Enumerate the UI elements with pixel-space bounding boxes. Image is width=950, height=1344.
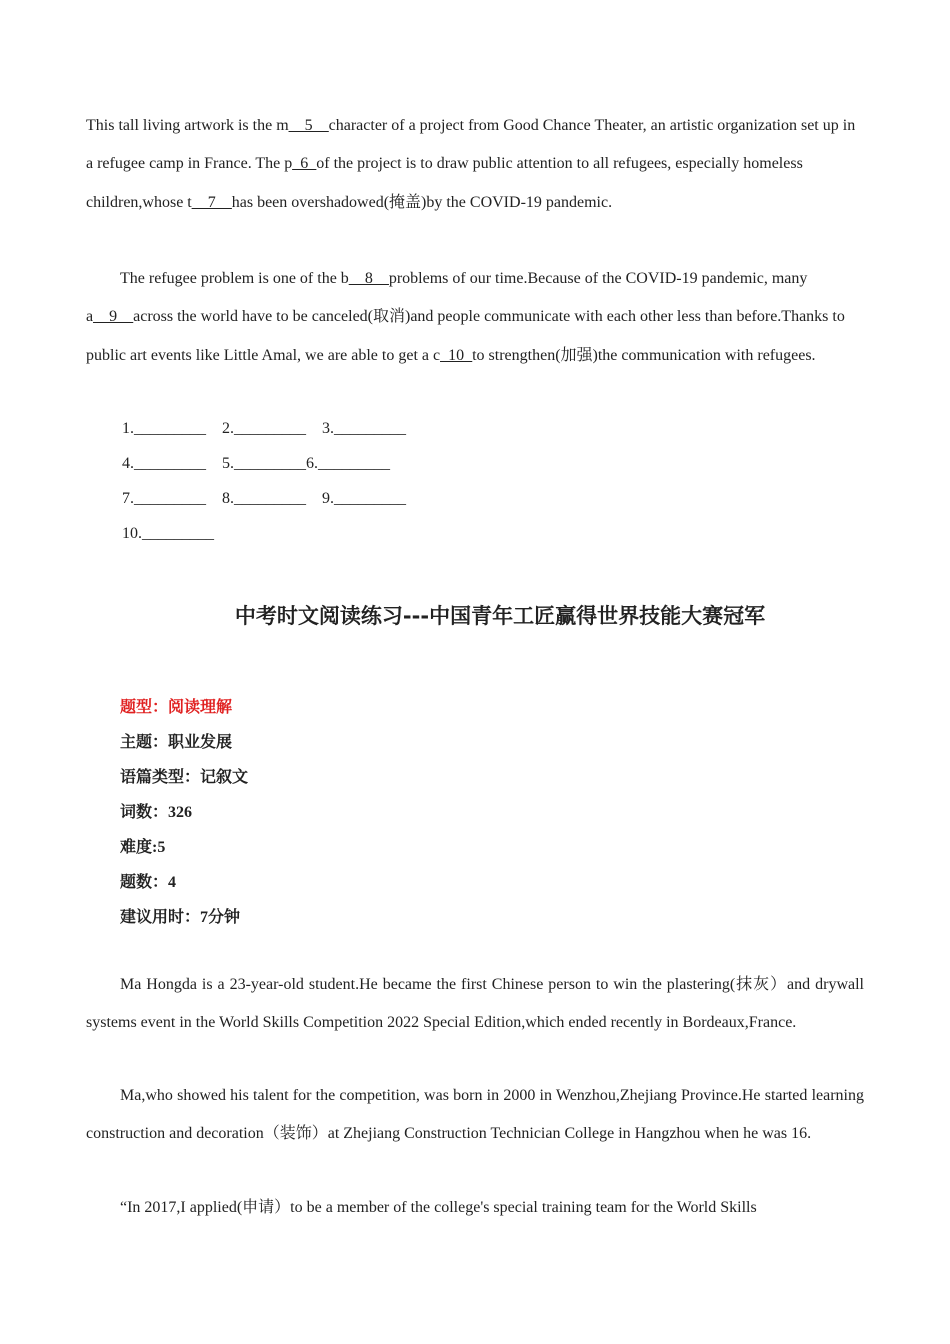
blank-5: __5__ <box>288 117 329 134</box>
cloze-text: character of a project from Good Chance Theater, an artistic organization set up in a refugee camp in France. The p <box>86 117 856 173</box>
meta-question-count: 题数：4 <box>120 874 177 891</box>
meta-type: 题型：阅读理解 <box>120 699 233 716</box>
blank-8: __8__ <box>348 270 389 287</box>
answer-blank-row-1: 1._________ 2._________ 3._________ <box>122 420 406 437</box>
section-title: 中考时文阅读练习---中国青年工匠赢得世界技能大赛冠军 <box>234 604 766 628</box>
blank-6: _6_ <box>292 155 317 173</box>
cloze-text: The refugee problem is one of the b <box>120 270 349 287</box>
blank-7: __7__ <box>191 193 232 211</box>
answer-blank-row-3: 7._________ 8._________ 9._________ <box>122 490 406 507</box>
cloze-paragraph-1 <box>86 107 864 222</box>
meta-suggested-time: 建议用时：7分钟 <box>120 909 241 926</box>
cloze-text: of the project is to draw public attention to all refugees, especially homeless children,whose t <box>86 155 803 211</box>
answer-blank-row-4: 10._________ <box>122 525 214 542</box>
meta-theme: 主题：职业发展 <box>120 734 233 751</box>
article-paragraph-1: Ma Hongda is a 23-year-old student.He became the first Chinese person to win the plastering(抹灰）and drywall systems event in the World Skills Competition 2022 Special Edition,which ended recently in Bordeaux,France. <box>86 976 864 1032</box>
cloze-paragraph-2 <box>86 260 864 375</box>
meta-genre: 语篇类型：记叙文 <box>120 769 249 786</box>
blank-10: _10_ <box>440 346 473 364</box>
article-paragraph-3: “In 2017,I applied(申请）to be a member of the college's special training team for the World Skills <box>120 1199 757 1216</box>
article-paragraph-2: Ma,who showed his talent for the competition, was born in 2000 in Wenzhou,Zhejiang Province.He started learning construction and decoration（装饰）at Zhejiang Construction Technician College in Hangzhou when he was 16. <box>86 1087 864 1143</box>
cloze-text: problems of our time.Because of the COVID-19 pandemic, many a <box>86 270 808 326</box>
cloze-text: This tall living artwork is the m <box>86 117 289 134</box>
blank-9: __9__ <box>93 308 134 326</box>
cloze-text: has been overshadowed(掩盖)by the COVID-19 pandemic. <box>231 193 613 211</box>
meta-word-count: 词数：326 <box>120 804 193 821</box>
cloze-text: to strengthen(加强)the communication with refugees. <box>472 346 816 364</box>
meta-difficulty: 难度:5 <box>120 839 166 856</box>
cloze-text: across the world have to be canceled(取消)and people communicate with each other less than before.Thanks to public art events like Little Amal, we are able to get a c <box>86 308 845 364</box>
answer-blank-row-2: 4._________ 5._________6._________ <box>122 455 390 472</box>
